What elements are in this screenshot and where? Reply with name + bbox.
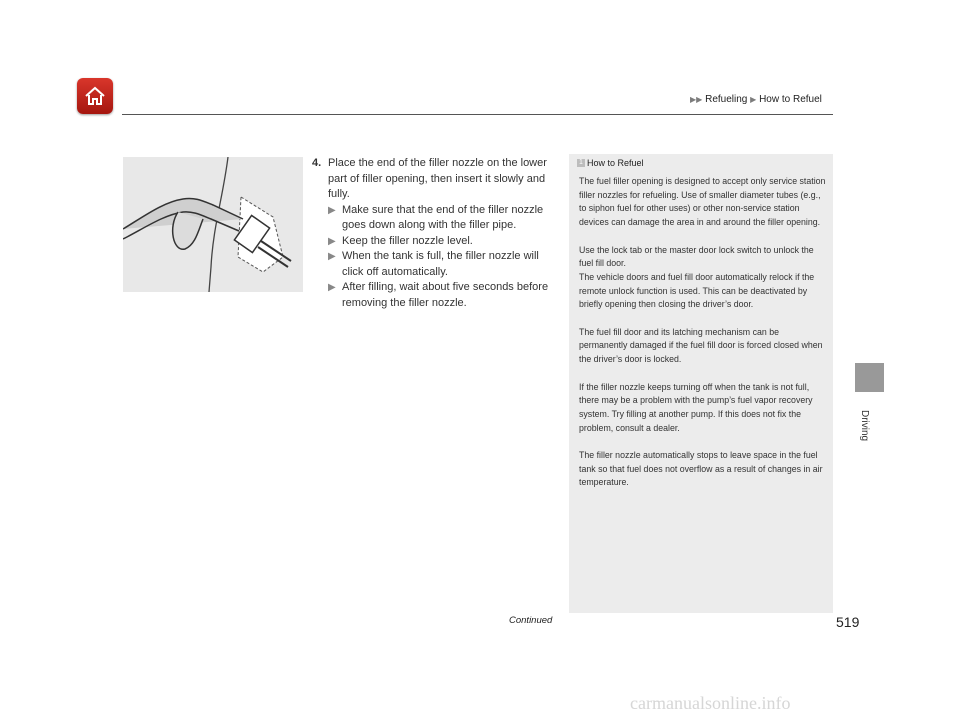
note-panel: [569, 154, 833, 613]
refuel-steps: [312, 156, 558, 311]
note-marker-icon: 1: [577, 159, 585, 167]
watermark: carmanualsonline.info: [630, 693, 791, 713]
header-divider: [122, 114, 833, 115]
triangle-arrow-icon: ▶: [328, 251, 336, 262]
note-paragraph-2: Use the lock tab or the master door lock switch to unlock the fuel fill door. The vehicle doors and fuel fill door automatically relock if the remote unlock function is used. This can be deactivated by briefly opening then closing the driver’s door.: [579, 244, 815, 310]
chapter-label: Driving: [859, 410, 870, 442]
fuel-nozzle-illustration: [123, 157, 303, 292]
substep-2: [328, 234, 558, 250]
step-text: Place the end of the filler nozzle on the lower part of filler opening, then insert it slowly and fully.: [328, 157, 547, 200]
substep-text: Keep the filler nozzle level.: [342, 234, 473, 247]
note-body: [579, 175, 827, 504]
substep-text: Make sure that the end of the filler nozzle goes down along with the filler pipe.: [342, 203, 544, 231]
page-number: 519: [836, 614, 860, 630]
home-icon: [83, 84, 107, 108]
breadcrumb: [690, 94, 822, 105]
triangle-arrow-icon: ▶: [328, 235, 336, 247]
note-paragraph-3: The fuel fill door and its latching mechanism can be permanently damaged if the fuel fill door is forced closed when the driver’s door is locked.: [579, 326, 823, 365]
note-paragraph-1: The fuel filler opening is designed to accept only service station filler nozzles for refueling. Use of smaller diameter tubes (e.g., to siphon fuel for other uses) or other non-service station devices can damage the area in and around the filler opening.: [579, 176, 826, 228]
note-title[interactable]: How to Refuel: [587, 158, 644, 168]
step-4: [312, 156, 558, 203]
substep-text: When the tank is full, the filler nozzle will click off automatically.: [342, 250, 539, 278]
substep-1: [328, 203, 558, 234]
note-paragraph-5: The filler nozzle automatically stops to leave space in the fuel tank so that fuel does not overflow as a result of changes in air temperature.: [579, 450, 823, 488]
double-triangle-arrow-icon: ▶▶: [690, 95, 703, 104]
substep-4: [328, 280, 558, 311]
triangle-arrow-icon: ▶: [328, 282, 336, 293]
home-button[interactable]: [77, 78, 113, 114]
triangle-arrow-icon: ▶: [750, 95, 757, 104]
breadcrumb-item-how-to-refuel[interactable]: How to Refuel: [759, 94, 822, 105]
substep-3: [328, 249, 558, 280]
note-paragraph-4: If the filler nozzle keeps turning off when the tank is not full, there may be a problem with the pump’s fuel vapor recovery system. Try filling at another pump. If this does not fix the problem, consult a dealer.: [579, 381, 813, 433]
continued-label: Continued: [509, 615, 553, 626]
triangle-arrow-icon: ▶: [328, 204, 336, 216]
step-number: 4.: [312, 157, 322, 169]
note-heading: [577, 158, 644, 168]
chapter-tab[interactable]: [855, 363, 884, 392]
breadcrumb-item-refueling[interactable]: Refueling: [705, 94, 748, 105]
substep-text: After filling, wait about five seconds before removing the filler nozzle.: [342, 281, 549, 309]
